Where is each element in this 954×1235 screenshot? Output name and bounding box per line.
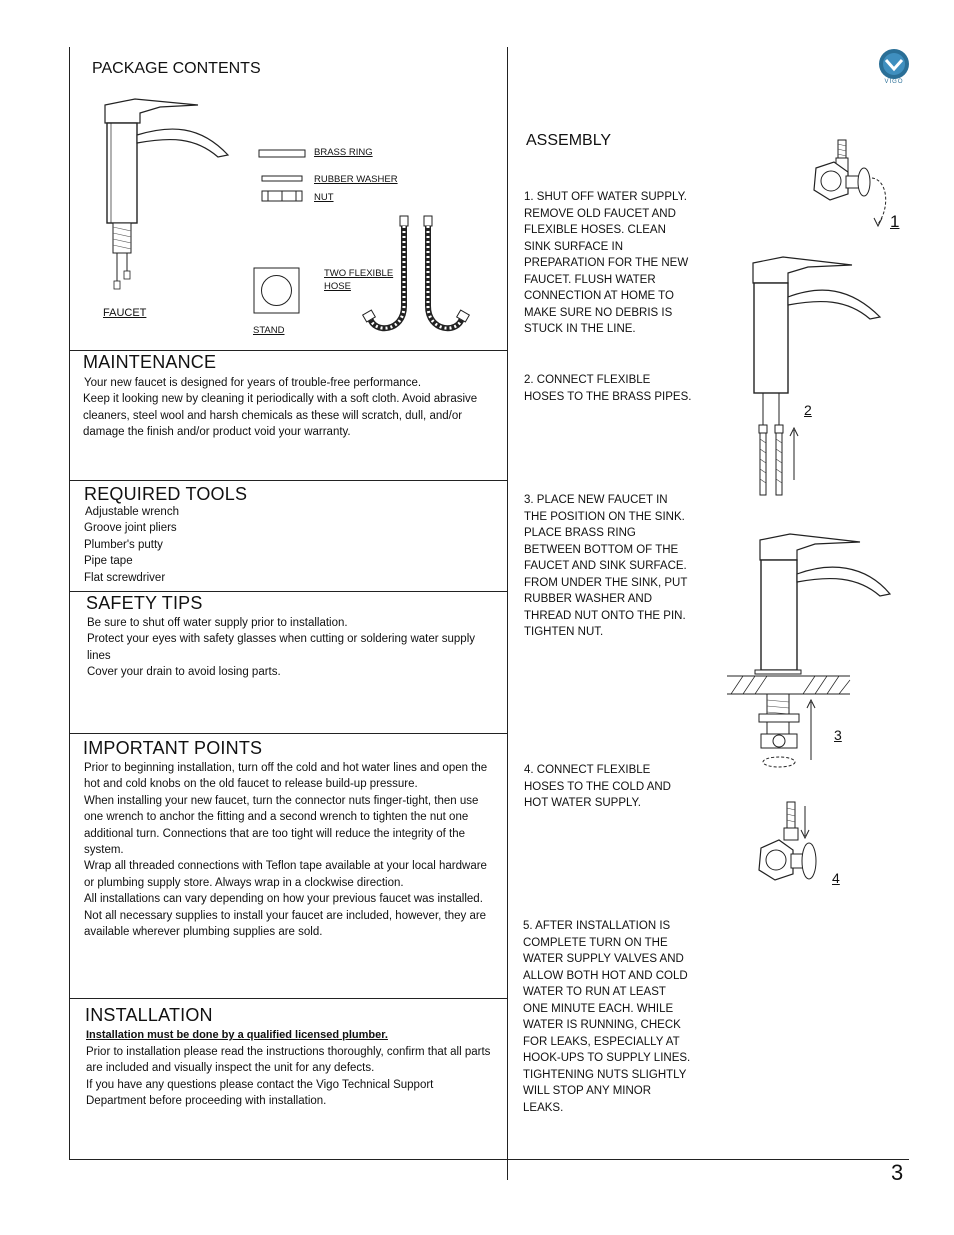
nut-drawing [261,190,305,204]
step-line: BETWEEN BOTTOM OF THE [524,543,679,556]
figure-2-faucet-hoses-drawing [750,255,860,505]
divider-tools [69,480,507,481]
installation-text [86,1044,501,1110]
step-line: 4. CONNECT FLEXIBLE [524,764,651,776]
nut-label: NUT [314,192,334,203]
step-line: 1. SHUT OFF WATER SUPPLY. [524,191,687,203]
hose-label-line2: HOSE [324,281,351,292]
tool-item: Pipe tape [84,555,133,568]
brass-ring-label: BRASS RING [314,147,373,158]
step-line: FLEXIBLE HOSES. CLEAN [524,224,666,236]
safety-line: Protect your eyes with safety glasses when cutting or soldering water supply [87,633,475,646]
figure-1-label: 1 [890,212,900,231]
step-line: FROM UNDER THE SINK, PUT [524,576,688,589]
step-line: 2. CONNECT FLEXIBLE [524,374,651,386]
bottom-border [69,1159,909,1160]
stand-drawing [253,267,301,315]
step-line: REMOVE OLD FAUCET AND [524,207,676,220]
package-contents-title: PACKAGE CONTENTS [92,60,261,77]
step-line: 3. PLACE NEW FAUCET IN [524,494,668,506]
figure-4-label: 4 [832,870,840,886]
safety-line: lines [87,649,111,662]
maintenance-title: MAINTENANCE [83,352,217,372]
important-line: Prior to beginning installation, turn off the cold and hot water lines and open the [84,762,488,774]
important-line: When installing your new faucet, turn the connector nuts finger-tight, then use [84,794,479,807]
installation-line: If you have any questions please contact the Vigo Technical Support [86,1078,434,1091]
step-line: LEAKS. [523,1101,564,1114]
step-line: PREPARATION FOR THE NEW [524,257,689,269]
important-line: Not all necessary supplies to install your faucet are included, however, they are [84,909,487,922]
step-line: HOSES TO THE BRASS PIPES. [524,390,692,403]
step-line: PLACE BRASS RING [524,527,636,539]
step-line: TIGHTEN NUT. [524,626,604,638]
stand-label: STAND [253,325,285,336]
tool-item: Plumber's putty [84,538,163,551]
rubber-washer-drawing [261,175,305,185]
step-line: ONE MINUTE EACH. WHILE [523,1002,674,1015]
divider-installation [69,998,507,999]
step-line: ALLOW BOTH HOT AND COLD [523,969,688,982]
step-line: HOSES TO THE COLD AND [524,780,671,793]
step-line: CONNECTION AT HOME TO [524,290,674,302]
important-line: system. [84,844,124,857]
figure-2-label: 2 [804,402,812,418]
figure-3-label: 3 [834,727,842,743]
step-line: WATER TO RUN AT LEAST [523,986,666,998]
tools-list [84,504,384,586]
page-number: 3 [891,1160,904,1185]
hose-label-line1: TWO FLEXIBLE [324,268,394,279]
safety-line: Be sure to shut off water supply prior to installation. [87,617,348,629]
important-line: Wrap all threaded connections with Teflon tape available at your local hardware [84,860,487,873]
divider-important [69,733,507,734]
step-line: 5. AFTER INSTALLATION IS [523,920,671,932]
important-points-title: IMPORTANT POINTS [83,738,263,758]
step-line: HOT WATER SUPPLY. [524,797,641,809]
step-line: THE POSITION ON THE SINK. [524,510,685,523]
important-line: or plumbing supply store. Always wrap in a clockwise direction. [84,876,404,889]
step-line: WATER SUPPLY VALVES AND [523,953,684,965]
maintenance-line: damage the finish and/or product void your warranty. [83,426,351,439]
assembly-step-2 [524,372,704,405]
step-line: FAUCET. FLUSH WATER [524,273,656,286]
important-line: hot and cold knobs on the old faucet to release build-up pressure. [84,778,418,791]
installation-line: are included and visually inspect the unit for any defects. [86,1062,375,1075]
important-text [84,760,504,940]
left-border [69,47,70,1160]
step-line: WATER IS RUNNING, CHECK [523,1019,681,1031]
center-divider [507,47,508,1180]
installation-line: Prior to installation please read the instructions thoroughly, confirm that all parts [86,1046,491,1058]
brass-ring-drawing [258,149,308,159]
assembly-step-5 [523,918,698,1116]
installation-bold-line: Installation must be done by a qualified licensed plumber. [86,1029,388,1041]
rubber-washer-label: RUBBER WASHER [314,174,398,185]
vigo-logo [877,49,911,89]
flexible-hose-drawing [362,214,472,339]
step-line: THREAD NUT ONTO THE PIN. [524,609,686,622]
safety-text [87,615,497,681]
installation-title: INSTALLATION [85,1005,213,1025]
step-line: STUCK IN THE LINE. [524,323,636,335]
important-line: additional turn. Connections that are too tight will reduce the integrity of the [84,827,466,840]
tool-item: Groove joint pliers [84,522,177,535]
step-line: SINK SURFACE IN [524,240,624,253]
divider-maintenance [69,350,507,351]
faucet-label: FAUCET [103,307,147,319]
maintenance-line: Keep it looking new by cleaning it periodically with a soft cloth. Avoid abrasive [83,393,478,406]
assembly-step-3 [524,492,692,641]
step-line: RUBBER WASHER AND [524,593,653,605]
faucet-drawing [100,95,220,295]
maintenance-line: cleaners, steel wool and harsh chemicals as these will scratch, dull, and/or [83,409,463,422]
important-line: All installations can vary depending on how your previous faucet was installed. [84,893,483,906]
safety-tips-title: SAFETY TIPS [86,593,203,613]
step-line: TIGHTENING NUTS SLIGHTLY [523,1068,687,1081]
step-line: HOOK-UPS TO SUPPLY LINES. [523,1052,691,1064]
installation-line: Department before proceeding with installation. [86,1095,327,1108]
figure-4-supply-connection-drawing [757,800,827,895]
step-line: COMPLETE TURN ON THE [523,936,668,949]
tool-item: Adjustable wrench [85,506,179,518]
step-line: WILL STOP ANY MINOR [523,1085,652,1097]
assembly-step-1 [524,189,692,338]
important-line: available wherever plumbing supplies are sold. [84,926,323,939]
assembly-title: ASSEMBLY [526,132,612,149]
step-line: FAUCET AND SINK SURFACE. [524,560,687,572]
figure-1-valve-drawing [808,138,898,233]
step-line: FOR LEAKS, ESPECIALLY AT [523,1035,680,1048]
assembly-step-4 [524,762,692,812]
maintenance-text [83,375,493,441]
safety-line: Cover your drain to avoid losing parts. [87,666,281,679]
divider-safety [69,591,507,592]
important-line: one wrench to anchor the fitting and a second wrench to tighten the nut one [84,811,469,824]
tool-item: Flat screwdriver [84,571,166,584]
step-line: MAKE SURE NO DEBRIS IS [524,306,673,319]
required-tools-title: REQUIRED TOOLS [84,484,248,504]
logo-text: VIGO [884,79,904,85]
maintenance-line: Your new faucet is designed for years of trouble-free performance. [84,377,422,389]
